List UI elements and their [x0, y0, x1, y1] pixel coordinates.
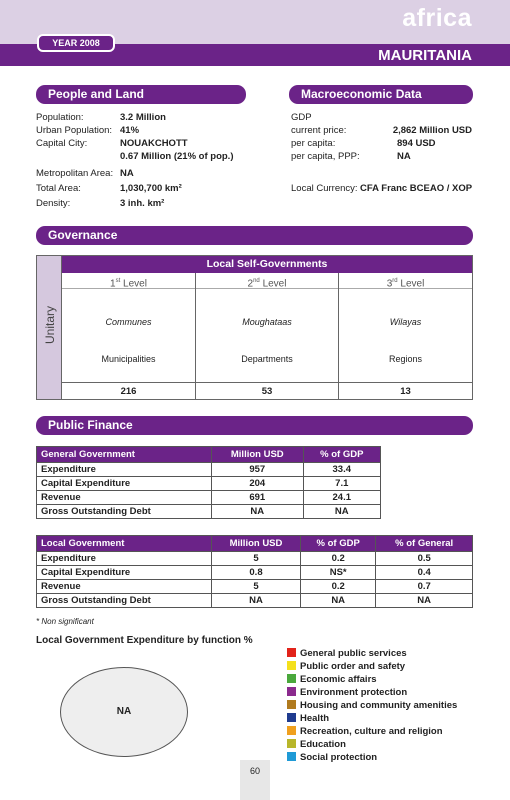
legend-swatch: [287, 661, 296, 670]
legend-swatch: [287, 713, 296, 722]
table-row: Gross Outstanding Debt NA NA NA: [37, 594, 473, 608]
legend-item: [287, 713, 457, 726]
country-title: MAURITANIA: [378, 47, 472, 64]
level-translation: Departments: [241, 354, 293, 364]
legend-swatch: [287, 739, 296, 748]
macro-value: 894 USD: [397, 138, 436, 149]
level-column: [196, 273, 339, 399]
legend-swatch: [287, 700, 296, 709]
table-row: Capital Expenditure 204 7.1: [37, 477, 381, 491]
legend-label: Housing and community amenities: [300, 700, 458, 711]
people-label: Metropolitan Area:: [36, 168, 114, 179]
legend-swatch: [287, 674, 296, 683]
macro-label: current price:: [291, 125, 347, 136]
people-label: Total Area:: [36, 183, 81, 194]
legend-item: [287, 726, 457, 739]
legend-swatch: [287, 726, 296, 735]
people-label: Capital City:: [36, 138, 88, 149]
level-total: 53: [196, 382, 338, 399]
section-macro-title: Macroeconomic Data: [289, 85, 473, 104]
legend-label: Economic affairs: [300, 674, 377, 685]
people-value: 1,030,700 km²: [120, 183, 182, 194]
governance-table: [36, 255, 473, 400]
level-total: 216: [62, 382, 195, 399]
year-badge: YEAR 2008: [37, 34, 115, 52]
table-header: General Government: [37, 447, 212, 463]
level-heading: 3rd Level: [339, 273, 472, 289]
section-people-title: People and Land: [36, 85, 246, 104]
level-translation: Regions: [388, 354, 423, 364]
region-label: africa: [402, 4, 472, 32]
level-name: Wilayas: [389, 317, 422, 327]
legend-label: Environment protection: [300, 687, 408, 698]
expenditure-legend: [287, 648, 457, 765]
table-row: Expenditure 957 33.4: [37, 463, 381, 477]
legend-label: Health: [300, 713, 330, 724]
table-row: Expenditure 5 0.2 0.5: [37, 552, 473, 566]
local-government-table: [36, 535, 473, 608]
expenditure-title: Local Government Expenditure by function %: [36, 635, 253, 646]
legend-swatch: [287, 752, 296, 761]
legend-item: [287, 648, 457, 661]
table-header: % of GDP: [303, 447, 380, 463]
table-row: Gross Outstanding Debt NA NA: [37, 505, 381, 519]
expenditure-chart: [60, 667, 188, 757]
table-row: Capital Expenditure 0.8 NS* 0.4: [37, 566, 473, 580]
level-total: 13: [339, 382, 472, 399]
legend-swatch: [287, 687, 296, 696]
people-label: Urban Population:: [36, 125, 113, 136]
legend-item: [287, 674, 457, 687]
people-label: Population:: [36, 112, 84, 123]
legend-swatch: [287, 648, 296, 657]
table-header: % of General: [376, 536, 473, 552]
table-row: Revenue 691 24.1: [37, 491, 381, 505]
legend-label: General public services: [300, 648, 407, 659]
governance-type-label: Unitary: [43, 306, 57, 345]
people-value: 3.2 Million: [120, 112, 166, 123]
currency-label: Local Currency:: [291, 183, 358, 194]
legend-label: Education: [300, 739, 346, 750]
macro-value: NA: [397, 151, 411, 162]
table-header: Local Government: [37, 536, 212, 552]
level-column: [339, 273, 472, 399]
people-value: 41%: [120, 125, 140, 136]
table-row: Revenue 5 0.2 0.7: [37, 580, 473, 594]
level-heading: 1st Level: [62, 273, 195, 289]
legend-label: Public order and safety: [300, 661, 406, 672]
legend-item: [287, 700, 457, 713]
people-value: NA: [120, 168, 134, 179]
governance-header: Local Self-Governments: [62, 256, 472, 273]
level-name: Communes: [105, 317, 152, 327]
level-heading: 2nd Level: [196, 273, 338, 289]
section-finance-title: Public Finance: [36, 416, 473, 435]
people-value: 0.67 Million (21% of pop.): [120, 151, 234, 162]
general-government-table: [36, 446, 381, 519]
people-value: 3 inh. km²: [120, 198, 165, 209]
legend-item: [287, 687, 457, 700]
currency-value: CFA Franc BCEAO / XOP: [360, 183, 473, 194]
legend-label: Social protection: [300, 752, 378, 763]
people-label: Density:: [36, 198, 71, 209]
table-header: % of GDP: [301, 536, 376, 552]
expenditure-value: NA: [116, 706, 132, 717]
legend-item: [287, 739, 457, 752]
table-header: Million USD: [212, 536, 301, 552]
macro-label: per capita:: [291, 138, 336, 149]
macro-value: 2,862 Million USD: [392, 125, 472, 136]
level-column: [62, 273, 196, 399]
legend-item: [287, 661, 457, 674]
macro-label: per capita, PPP:: [291, 151, 360, 162]
people-value: NOUAKCHOTT: [120, 138, 188, 149]
footnote: * Non significant: [36, 617, 94, 626]
macro-gdp-label: GDP: [291, 112, 312, 123]
page-number: 60: [249, 766, 260, 776]
governance-side: [37, 256, 62, 399]
legend-label: Recreation, culture and religion: [300, 726, 443, 737]
legend-item: [287, 752, 457, 765]
table-header: Million USD: [212, 447, 304, 463]
section-governance-title: Governance: [36, 226, 473, 245]
level-translation: Municipalities: [101, 354, 156, 364]
level-name: Moughataas: [242, 317, 292, 327]
